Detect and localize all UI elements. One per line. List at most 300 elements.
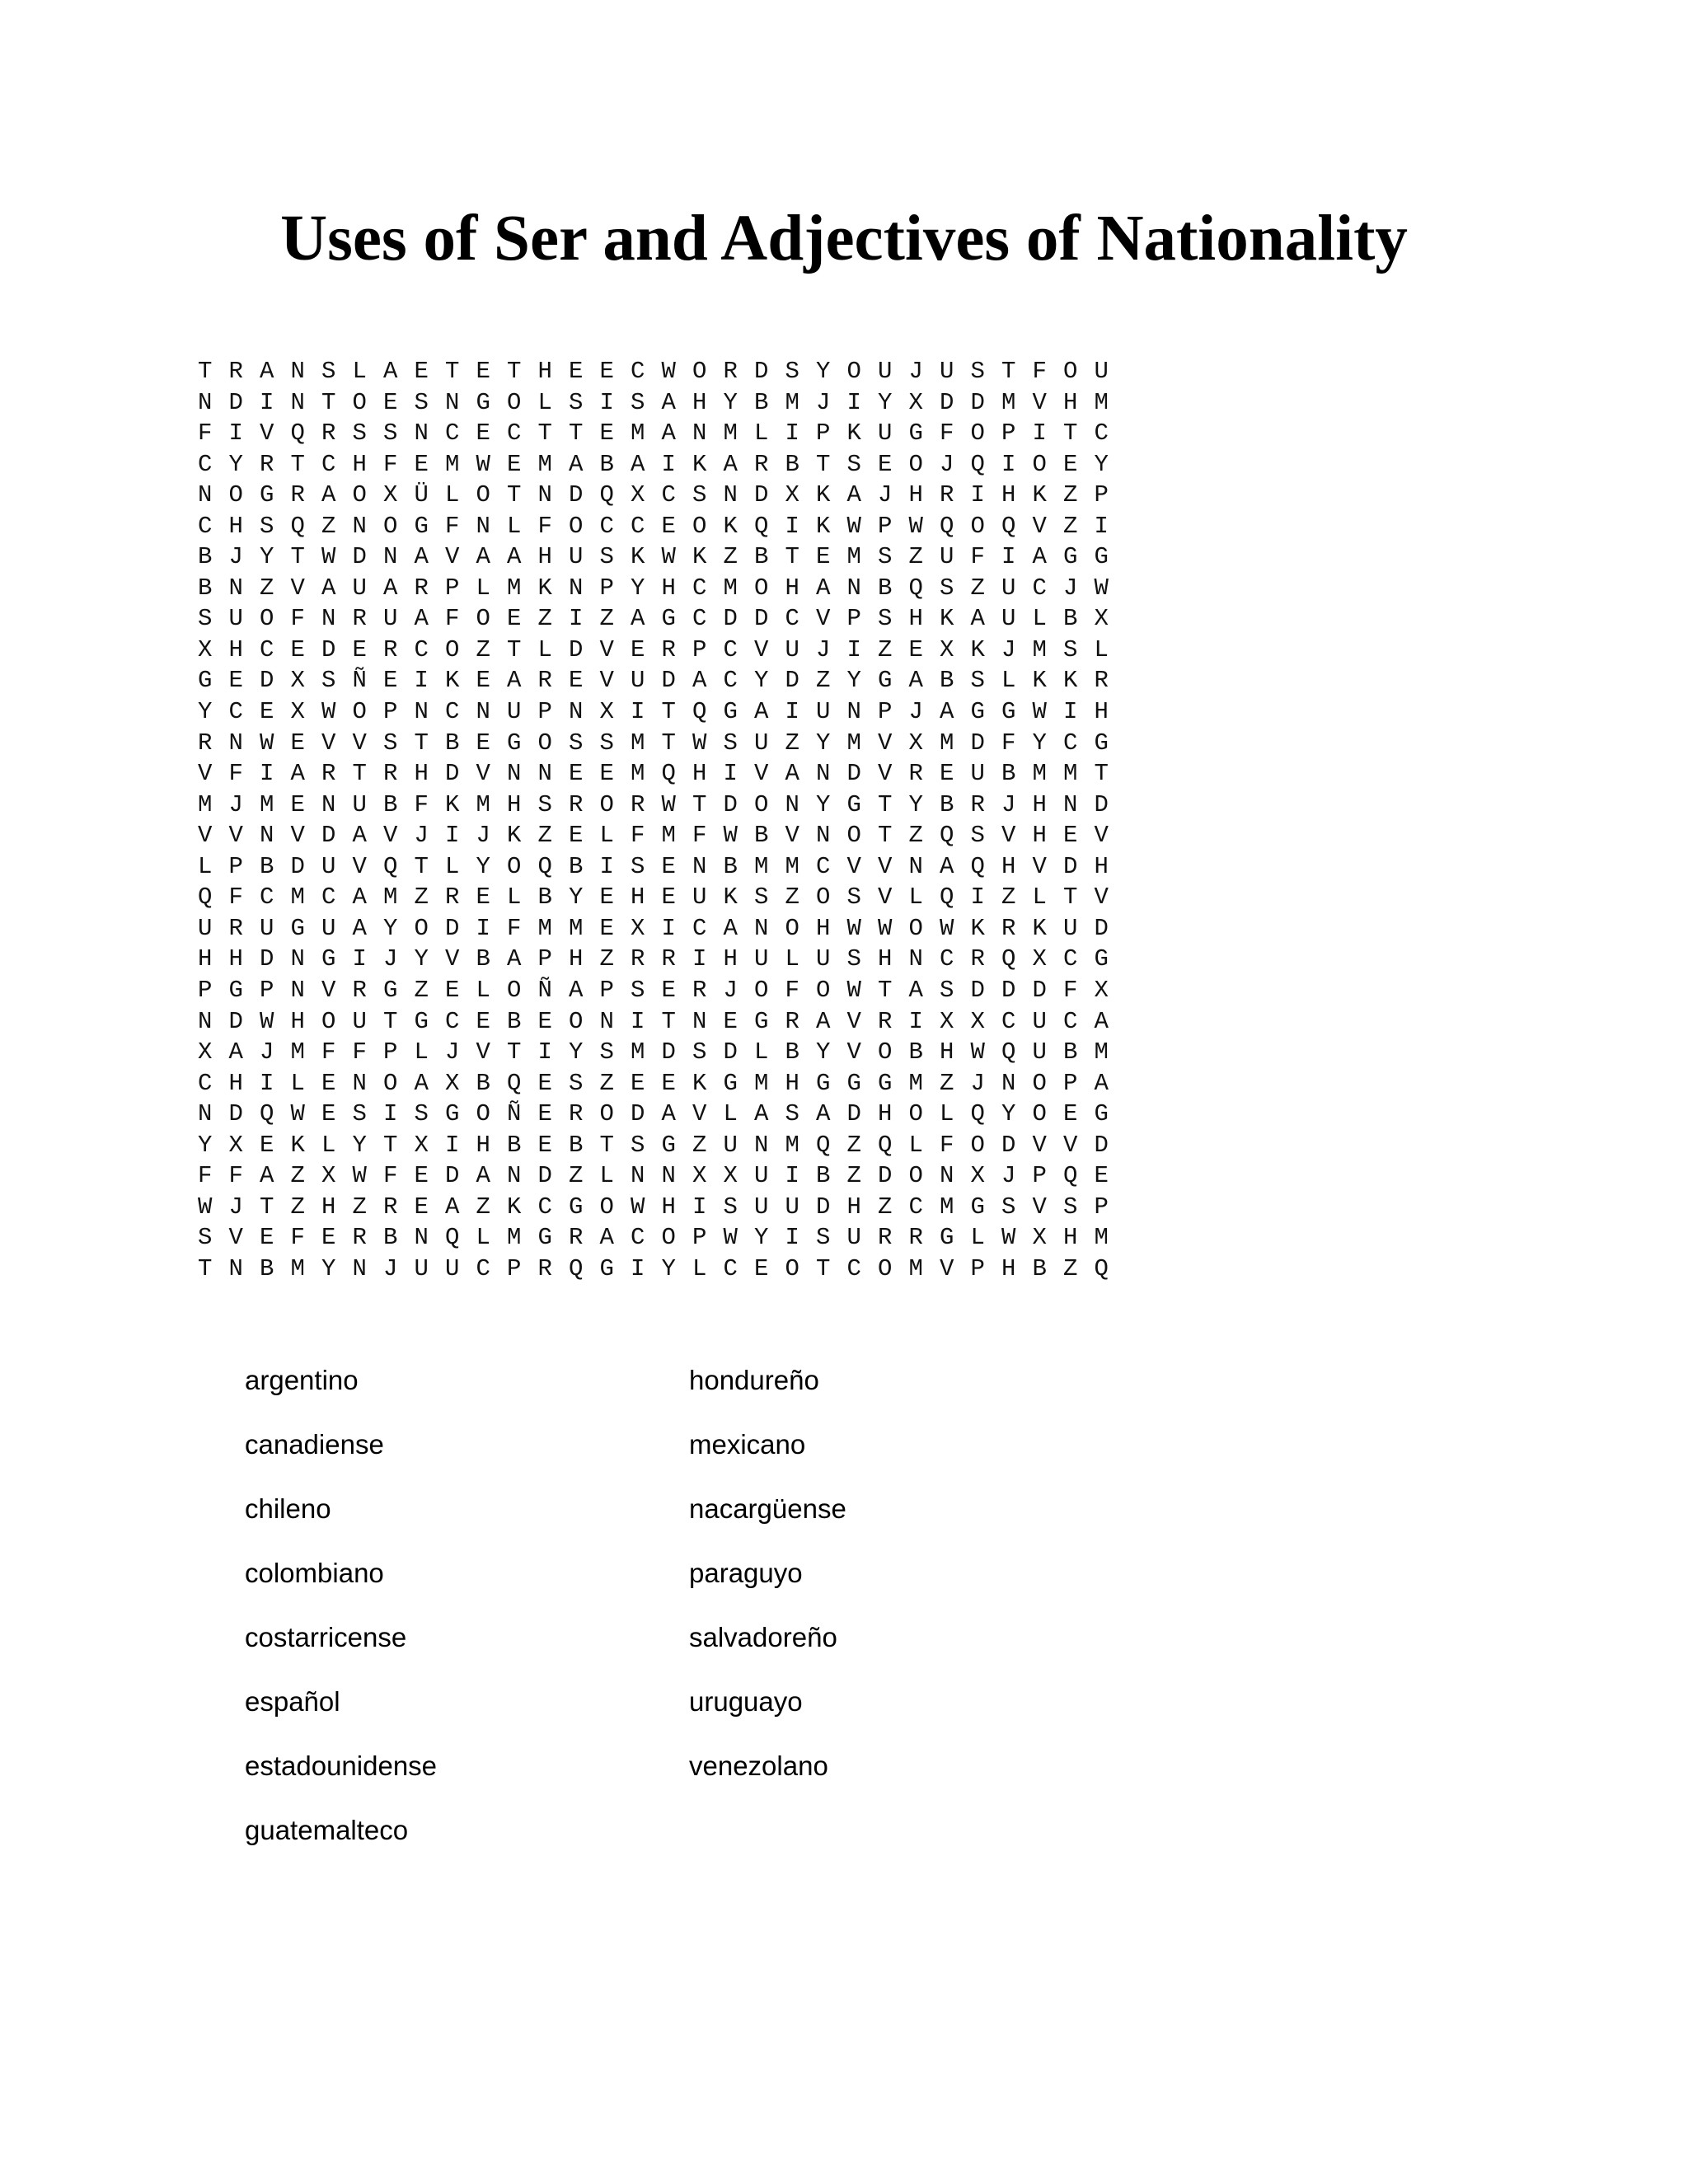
grid-letter: M (846, 543, 861, 571)
grid-letter: H (940, 1038, 954, 1066)
grid-letter: V (476, 1038, 490, 1066)
grid-letter: A (754, 1100, 769, 1128)
grid-letter: K (816, 481, 831, 509)
grid-letter: V (878, 852, 893, 880)
grid-letter: C (321, 450, 336, 478)
grid-letter: A (228, 1038, 243, 1066)
grid-letter: B (569, 1131, 584, 1159)
grid-letter: P (228, 852, 243, 880)
grid-letter: N (537, 481, 552, 509)
grid-letter: X (785, 481, 799, 509)
grid-letter: V (352, 852, 367, 880)
grid-letter: X (198, 635, 213, 663)
grid-letter: O (321, 1007, 336, 1035)
grid-letter: M (445, 450, 460, 478)
grid-letter: V (1063, 1131, 1078, 1159)
grid-letter: I (599, 852, 614, 880)
grid-letter: U (507, 698, 522, 726)
grid-letter: T (878, 822, 893, 850)
grid-letter: Z (599, 605, 614, 633)
grid-letter: C (1063, 945, 1078, 973)
grid-letter: N (476, 698, 490, 726)
grid-letter: A (352, 822, 367, 850)
grid-letter: C (661, 481, 676, 509)
grid-letter: C (785, 605, 799, 633)
grid-letter: E (260, 1131, 274, 1159)
grid-letter: X (970, 1007, 985, 1035)
grid-letter: N (507, 760, 522, 788)
grid-letter: R (228, 914, 243, 942)
grid-letter: T (537, 419, 552, 448)
grid-letter: L (476, 976, 490, 1004)
grid-letter: W (661, 543, 676, 571)
grid-letter: F (537, 512, 552, 540)
grid-letter: G (569, 1193, 584, 1221)
grid-letter: V (445, 945, 460, 973)
grid-letter: O (908, 914, 923, 942)
grid-letter: R (383, 760, 398, 788)
grid-letter: V (599, 667, 614, 695)
grid-letter: Q (878, 1131, 893, 1159)
grid-letter: W (321, 698, 336, 726)
grid-letter: M (940, 729, 954, 757)
grid-letter: I (785, 1162, 799, 1190)
grid-letter: G (1063, 543, 1078, 571)
grid-letter: A (383, 358, 398, 386)
grid-letter: B (754, 388, 769, 416)
grid-letter: D (661, 667, 676, 695)
grid-letter: Z (537, 822, 552, 850)
grid-letter: M (198, 790, 213, 818)
grid-letter: O (1032, 1069, 1047, 1097)
grid-letter: D (723, 605, 738, 633)
grid-letter: D (940, 388, 954, 416)
grid-letter: H (414, 760, 429, 788)
grid-letter: B (476, 1069, 490, 1097)
grid-letter: Q (940, 512, 954, 540)
grid-row (198, 1160, 1220, 1192)
grid-letter: E (507, 605, 522, 633)
grid-letter: X (445, 1069, 460, 1097)
grid-letter: R (228, 358, 243, 386)
grid-letter: F (414, 790, 429, 818)
grid-letter: O (692, 358, 707, 386)
grid-letter: Z (414, 976, 429, 1004)
grid-letter: A (260, 358, 274, 386)
grid-letter: P (507, 1254, 522, 1282)
grid-letter: C (228, 698, 243, 726)
grid-letter: T (661, 729, 676, 757)
grid-letter: S (692, 481, 707, 509)
grid-letter: I (631, 698, 645, 726)
grid-letter: I (661, 450, 676, 478)
grid-letter: E (321, 1069, 336, 1097)
grid-letter: S (599, 543, 614, 571)
grid-letter: X (290, 667, 305, 695)
grid-letter: P (816, 419, 831, 448)
grid-letter: N (537, 760, 552, 788)
grid-letter: N (692, 852, 707, 880)
grid-letter: V (846, 1007, 861, 1035)
grid-letter: R (321, 760, 336, 788)
grid-letter: A (816, 1007, 831, 1035)
grid-letter: N (290, 358, 305, 386)
grid-letter: E (878, 450, 893, 478)
grid-letter: E (569, 822, 584, 850)
grid-letter: O (352, 481, 367, 509)
word-list-item: argentino (245, 1365, 359, 1395)
grid-letter: E (599, 419, 614, 448)
grid-letter: V (692, 1100, 707, 1128)
grid-letter: V (816, 605, 831, 633)
grid-letter: L (599, 1162, 614, 1190)
grid-letter: U (445, 1254, 460, 1282)
grid-letter: X (290, 698, 305, 726)
grid-letter: J (383, 945, 398, 973)
grid-letter: A (599, 1224, 614, 1252)
grid-letter: E (383, 388, 398, 416)
grid-letter: T (414, 852, 429, 880)
grid-row (198, 541, 1220, 573)
grid-letter: E (661, 512, 676, 540)
grid-letter: N (414, 698, 429, 726)
grid-letter: O (476, 1100, 490, 1128)
grid-letter: N (476, 512, 490, 540)
grid-letter: B (599, 450, 614, 478)
grid-letter: U (631, 667, 645, 695)
grid-letter: Q (1094, 1254, 1109, 1282)
grid-letter: G (970, 698, 985, 726)
grid-letter: O (692, 512, 707, 540)
grid-letter: S (692, 1038, 707, 1066)
grid-letter: Y (816, 1038, 831, 1066)
grid-letter: U (1032, 1038, 1047, 1066)
grid-letter: A (507, 945, 522, 973)
grid-letter: J (908, 698, 923, 726)
grid-letter: H (1001, 481, 1016, 509)
grid-row (198, 603, 1220, 635)
grid-letter: Z (1063, 1254, 1078, 1282)
grid-letter: A (631, 450, 645, 478)
grid-letter: U (878, 358, 893, 386)
grid-letter: E (940, 760, 954, 788)
grid-letter: F (940, 1131, 954, 1159)
grid-letter: E (414, 358, 429, 386)
grid-letter: R (661, 635, 676, 663)
grid-letter: O (352, 388, 367, 416)
grid-letter: C (723, 1254, 738, 1282)
grid-letter: D (569, 635, 584, 663)
grid-letter: L (1094, 635, 1109, 663)
grid-letter: Y (908, 790, 923, 818)
grid-letter: R (569, 1224, 584, 1252)
grid-letter: G (260, 481, 274, 509)
grid-letter: H (228, 635, 243, 663)
grid-letter: C (321, 883, 336, 912)
grid-letter: V (754, 760, 769, 788)
grid-row (198, 635, 1220, 666)
grid-letter: I (1001, 450, 1016, 478)
grid-letter: C (476, 1254, 490, 1282)
grid-letter: C (445, 698, 460, 726)
grid-letter: O (908, 1162, 923, 1190)
word-list (245, 1348, 1234, 1876)
grid-letter: J (383, 1254, 398, 1282)
grid-letter: G (723, 698, 738, 726)
grid-letter: I (723, 760, 738, 788)
grid-letter: B (908, 1038, 923, 1066)
grid-letter: B (383, 790, 398, 818)
grid-letter: T (290, 543, 305, 571)
grid-letter: Z (352, 1193, 367, 1221)
grid-letter: Ñ (537, 976, 552, 1004)
grid-letter: N (631, 1162, 645, 1190)
grid-letter: C (940, 945, 954, 973)
grid-letter: W (661, 790, 676, 818)
grid-letter: Y (816, 729, 831, 757)
grid-row (198, 1099, 1220, 1130)
grid-letter: K (1063, 667, 1078, 695)
grid-letter: L (507, 512, 522, 540)
grid-letter: X (1094, 605, 1109, 633)
grid-letter: I (260, 388, 274, 416)
grid-letter: A (908, 976, 923, 1004)
grid-letter: I (352, 945, 367, 973)
grid-letter: K (507, 822, 522, 850)
grid-letter: J (445, 1038, 460, 1066)
grid-letter: L (908, 883, 923, 912)
grid-letter: N (754, 914, 769, 942)
grid-letter: N (569, 574, 584, 602)
grid-letter: K (445, 667, 460, 695)
grid-letter: R (290, 481, 305, 509)
grid-letter: E (1094, 1162, 1109, 1190)
grid-letter: I (692, 1193, 707, 1221)
grid-letter: S (631, 388, 645, 416)
grid-letter: V (878, 760, 893, 788)
grid-letter: H (228, 945, 243, 973)
grid-letter: I (445, 1131, 460, 1159)
grid-letter: V (846, 1038, 861, 1066)
grid-letter: T (352, 760, 367, 788)
grid-letter: R (352, 976, 367, 1004)
grid-letter: J (414, 822, 429, 850)
grid-letter: U (352, 1007, 367, 1035)
grid-letter: M (507, 574, 522, 602)
grid-letter: D (1001, 1131, 1016, 1159)
grid-letter: B (723, 852, 738, 880)
grid-letter: F (198, 1162, 213, 1190)
grid-letter: C (1063, 1007, 1078, 1035)
grid-letter: H (878, 945, 893, 973)
grid-letter: E (383, 667, 398, 695)
grid-letter: H (537, 358, 552, 386)
grid-letter: X (599, 698, 614, 726)
grid-letter: X (321, 1162, 336, 1190)
grid-letter: F (940, 419, 954, 448)
grid-letter: C (445, 1007, 460, 1035)
grid-letter: N (198, 481, 213, 509)
grid-letter: X (908, 729, 923, 757)
grid-letter: I (785, 1224, 799, 1252)
grid-letter: G (816, 1069, 831, 1097)
grid-letter: D (970, 729, 985, 757)
grid-letter: O (970, 419, 985, 448)
grid-letter: Z (908, 822, 923, 850)
grid-letter: Y (754, 1224, 769, 1252)
grid-letter: E (569, 760, 584, 788)
grid-letter: E (537, 1131, 552, 1159)
grid-letter: R (970, 945, 985, 973)
grid-letter: K (290, 1131, 305, 1159)
grid-letter: D (1094, 790, 1109, 818)
grid-letter: S (383, 419, 398, 448)
grid-letter: Y (754, 667, 769, 695)
grid-row (198, 696, 1220, 728)
grid-letter: G (1094, 1100, 1109, 1128)
grid-letter: L (537, 635, 552, 663)
grid-letter: Q (692, 698, 707, 726)
grid-letter: S (321, 667, 336, 695)
grid-letter: A (940, 698, 954, 726)
grid-letter: D (260, 945, 274, 973)
grid-letter: Y (1001, 1100, 1016, 1128)
grid-letter: H (878, 1100, 893, 1128)
grid-letter: O (476, 605, 490, 633)
grid-letter: A (754, 698, 769, 726)
grid-letter: H (1063, 1224, 1078, 1252)
grid-letter: A (476, 543, 490, 571)
grid-letter: O (569, 1007, 584, 1035)
grid-letter: I (1094, 512, 1109, 540)
grid-letter: F (970, 543, 985, 571)
grid-letter: Q (661, 760, 676, 788)
grid-letter: R (785, 1007, 799, 1035)
grid-letter: V (383, 822, 398, 850)
grid-letter: L (754, 1038, 769, 1066)
grid-letter: M (723, 574, 738, 602)
grid-letter: P (1063, 1069, 1078, 1097)
grid-letter: E (321, 1224, 336, 1252)
grid-letter: O (754, 574, 769, 602)
grid-letter: N (846, 574, 861, 602)
grid-letter: C (198, 1069, 213, 1097)
grid-letter: D (723, 1038, 738, 1066)
grid-letter: S (352, 1100, 367, 1128)
grid-letter: G (754, 1007, 769, 1035)
grid-letter: A (1032, 543, 1047, 571)
grid-letter: N (661, 1162, 676, 1190)
grid-letter: V (321, 976, 336, 1004)
grid-letter: U (754, 1193, 769, 1221)
grid-letter: I (599, 388, 614, 416)
grid-letter: Y (321, 1254, 336, 1282)
grid-letter: U (352, 574, 367, 602)
grid-letter: N (198, 1100, 213, 1128)
grid-letter: A (1094, 1007, 1109, 1035)
grid-letter: G (878, 667, 893, 695)
grid-letter: H (290, 1007, 305, 1035)
grid-letter: I (908, 1007, 923, 1035)
grid-letter: D (631, 1100, 645, 1128)
grid-letter: L (507, 883, 522, 912)
word-list-item: paraguyo (689, 1558, 803, 1588)
grid-letter: J (816, 388, 831, 416)
grid-letter: N (352, 1069, 367, 1097)
grid-letter: V (878, 883, 893, 912)
grid-letter: Z (1063, 512, 1078, 540)
grid-row (198, 1254, 1220, 1285)
grid-letter: U (321, 852, 336, 880)
grid-letter: E (414, 450, 429, 478)
grid-letter: N (599, 1007, 614, 1035)
grid-letter: L (785, 945, 799, 973)
grid-letter: X (692, 1162, 707, 1190)
grid-letter: O (785, 914, 799, 942)
grid-letter: E (476, 1007, 490, 1035)
grid-letter: J (970, 1069, 985, 1097)
grid-letter: R (631, 945, 645, 973)
grid-letter: I (785, 698, 799, 726)
grid-letter: A (414, 543, 429, 571)
grid-letter: F (352, 1038, 367, 1066)
grid-letter: T (383, 1007, 398, 1035)
grid-letter: S (198, 1224, 213, 1252)
word-list-item: guatemalteco (245, 1815, 409, 1845)
grid-letter: S (846, 945, 861, 973)
grid-letter: R (352, 605, 367, 633)
grid-letter: R (537, 1254, 552, 1282)
grid-row (198, 944, 1220, 975)
grid-letter: C (1094, 419, 1109, 448)
grid-letter: S (569, 729, 584, 757)
grid-letter: Q (198, 883, 213, 912)
grid-letter: P (198, 976, 213, 1004)
grid-letter: A (414, 605, 429, 633)
grid-letter: A (507, 543, 522, 571)
grid-letter: R (352, 1224, 367, 1252)
grid-letter: W (1001, 1224, 1016, 1252)
grid-letter: A (476, 1162, 490, 1190)
grid-letter: P (970, 1254, 985, 1282)
grid-letter: X (383, 481, 398, 509)
grid-letter: D (1063, 852, 1078, 880)
grid-letter: N (321, 605, 336, 633)
grid-letter: Q (940, 822, 954, 850)
grid-letter: M (507, 1224, 522, 1252)
grid-letter: O (816, 883, 831, 912)
grid-letter: H (692, 760, 707, 788)
grid-row (198, 387, 1220, 419)
grid-letter: N (198, 388, 213, 416)
grid-letter: O (414, 914, 429, 942)
grid-letter: K (723, 512, 738, 540)
grid-letter: C (816, 852, 831, 880)
grid-letter: I (970, 883, 985, 912)
grid-letter: V (846, 852, 861, 880)
grid-letter: A (445, 1193, 460, 1221)
grid-letter: U (754, 945, 769, 973)
grid-letter: T (1001, 358, 1016, 386)
grid-letter: G (1001, 698, 1016, 726)
grid-letter: X (1032, 945, 1047, 973)
grid-letter: J (940, 450, 954, 478)
grid-letter: W (476, 450, 490, 478)
grid-letter: D (569, 481, 584, 509)
grid-letter: M (631, 1038, 645, 1066)
grid-letter: K (631, 543, 645, 571)
grid-letter: S (970, 358, 985, 386)
